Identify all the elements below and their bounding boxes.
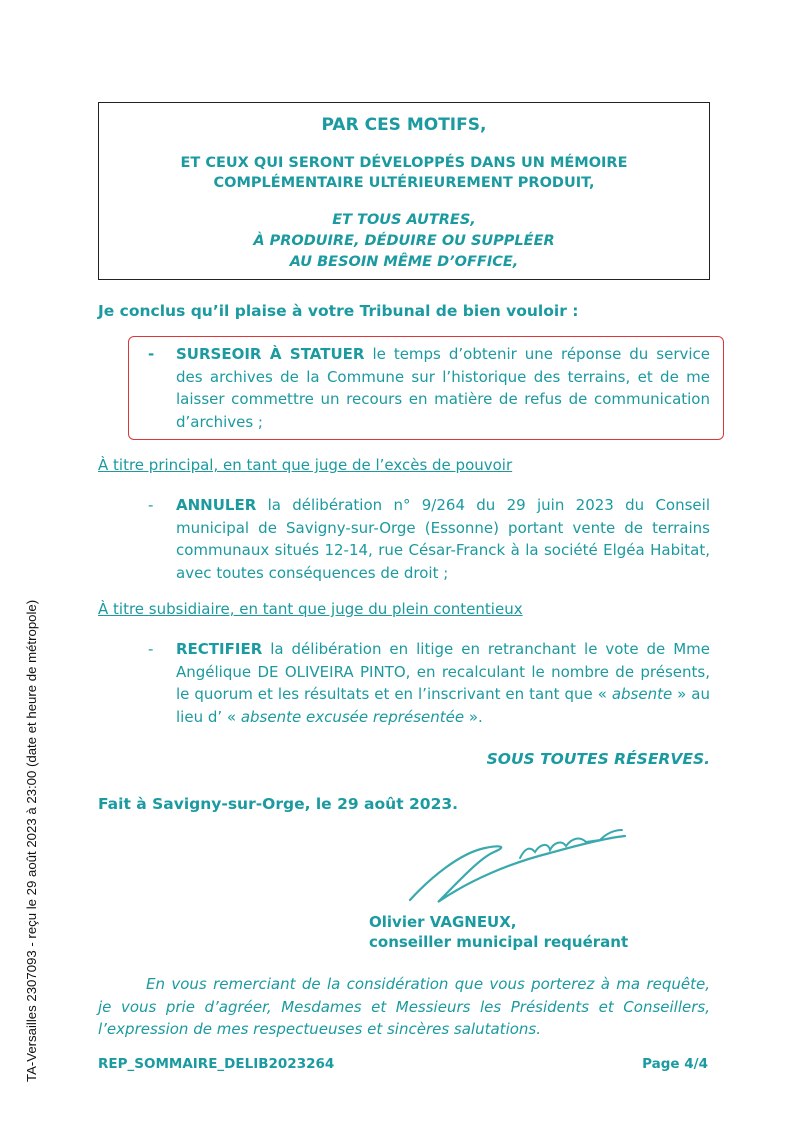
motifs-subtitle-line: COMPLÉMENTAIRE ULTÉRIEUREMENT PRODUIT,: [213, 175, 595, 191]
request-text: la délibération en litige en retranchant le vote de Mme Angélique DE OLIVEIRA PINTO, en recalculant le nombre de présents, le quorum et les résultats et en l’inscrivant en tant que «: [176, 640, 710, 704]
closing-paragraph: En vous remerciant de la considération que vous porterez à ma requête, je vous prie d’agréer, Mesdames et Messieurs les Présidents et Conseillers, l’expression de mes respectueuses et sincères salutations.: [98, 975, 710, 1039]
request-italic: absente excusée représentée: [240, 707, 465, 726]
request-keyword: RECTIFIER: [176, 640, 263, 658]
signature-stroke: [520, 830, 622, 858]
request-keyword: ANNULER: [176, 496, 257, 514]
bullet-dash: -: [148, 640, 154, 658]
motifs-subtitle: [99, 153, 709, 193]
principal-heading: À titre principal, en tant que juge de l’excès de pouvoir: [98, 456, 513, 474]
motifs-subtitle-line: ET CEUX QUI SERONT DÉVELOPPÉS DANS UN MÉMOIRE: [180, 155, 628, 171]
signer-role: conseiller municipal requérant: [369, 933, 629, 951]
motifs-italic-line: ET TOUS AUTRES,: [332, 212, 476, 228]
request-text: le temps d’obtenir une réponse du service des archives de la Commune sur l’historique des terrains, et de me laisser commettre un recours en matière de refus de communication d’archives ;: [176, 345, 711, 431]
court-receipt-stamp: TA-Versailles 2307093 - reçu le 29 août 2023 à 23:00 (date et heure de métropole): [24, 599, 39, 1082]
motifs-italic-line: À PRODUIRE, DÉDUIRE OU SUPPLÉER: [253, 233, 555, 249]
subsidiaire-heading: À titre subsidiaire, en tant que juge du plein contentieux: [98, 600, 523, 618]
bullet-dash: -: [148, 345, 155, 363]
request-keyword: SURSEOIR À STATUER: [176, 345, 365, 363]
signer-block: [369, 912, 628, 952]
motifs-title: PAR CES MOTIFS,: [321, 115, 487, 135]
reserves-statement: SOUS TOUTES RÉSERVES.: [486, 750, 710, 768]
request-text: ».: [464, 707, 483, 726]
page-number: Page 4/4: [642, 1056, 708, 1072]
document-reference: REP_SOMMAIRE_DELIB2023264: [98, 1056, 335, 1072]
motifs-italic: [99, 210, 709, 273]
motifs-italic-line: AU BESOIN MÊME D’OFFICE,: [289, 254, 519, 270]
place-date: Fait à Savigny-sur-Orge, le 29 août 2023.: [98, 795, 459, 813]
handwritten-signature: [390, 818, 630, 908]
bullet-dash: -: [148, 496, 154, 514]
request-italic: absente: [611, 685, 673, 704]
conclusion-intro: Je conclus qu’il plaise à votre Tribunal de bien vouloir :: [98, 302, 579, 320]
signer-name: Olivier VAGNEUX,: [369, 913, 517, 931]
request-surseoir: [148, 343, 711, 433]
request-text: » au lieu d’ «: [176, 685, 710, 726]
request-text: la délibération n° 9/264 du 29 juin 2023 du Conseil municipal de Savigny-sur-Orge (Essonne) portant vente de terrains communaux situés 12-14, rue César-Franck à la société Elgéa Habitat, avec toutes conséquences de droit ;: [176, 496, 710, 582]
request-annuler: [148, 494, 710, 584]
request-rectifier: [148, 638, 710, 728]
signature-stroke: [410, 836, 625, 902]
motifs-box: [98, 102, 710, 280]
